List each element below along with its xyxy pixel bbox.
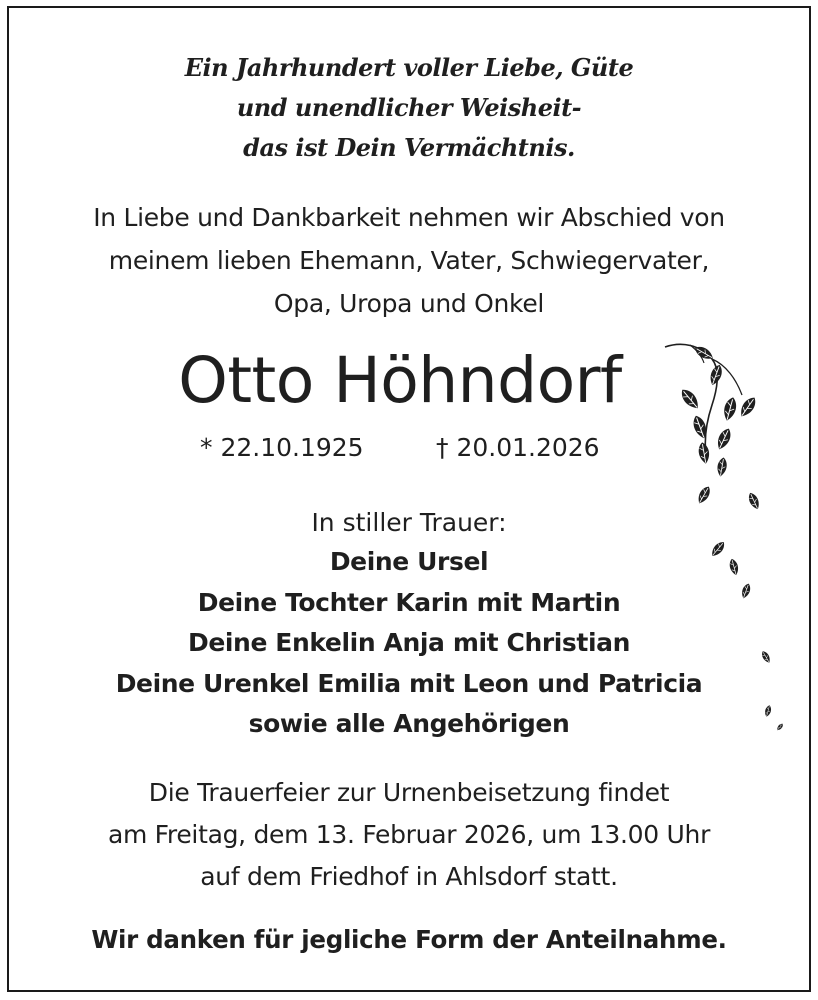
birth-date: * 22.10.1925 xyxy=(200,433,364,462)
mourner-line: Deine Ursel xyxy=(329,547,489,576)
service-details xyxy=(0,772,818,898)
motto xyxy=(0,48,818,168)
mourner-line: Deine Tochter Karin mit Martin xyxy=(197,587,621,617)
birch-branch-icon xyxy=(660,335,790,745)
service-line: auf dem Friedhof in Ahlsdorf statt. xyxy=(200,862,618,891)
farewell-intro xyxy=(0,196,818,325)
service-line: am Freitag, dem 13. Februar 2026, um 13.00 Uhr xyxy=(107,820,711,849)
thanks-line: Wir danken für jegliche Form der Anteilnahme. xyxy=(91,925,727,954)
motto-line: und unendlicher Weisheit- xyxy=(236,93,582,122)
mourner-line: Deine Enkelin Anja mit Christian xyxy=(187,628,631,657)
service-line: Die Trauerfeier zur Urnenbeisetzung findet xyxy=(148,778,670,807)
death-date: † 20.01.2026 xyxy=(436,433,600,462)
intro-line: Opa, Uropa und Onkel xyxy=(273,289,545,318)
mourning-intro: In stiller Trauer: xyxy=(311,508,507,537)
motto-line: Ein Jahrhundert voller Liebe, Güte xyxy=(184,53,634,82)
motto-line: das ist Dein Vermächtnis. xyxy=(243,133,575,162)
intro-line: In Liebe und Dankbarkeit nehmen wir Abschied von xyxy=(93,203,725,232)
mourner-line: Deine Urenkel Emilia mit Leon und Patricia xyxy=(115,668,703,698)
intro-line: meinem lieben Ehemann, Vater, Schwiegervater, xyxy=(108,246,710,275)
mourner-line: sowie alle Angehörigen xyxy=(248,709,570,738)
deceased-name: Otto Höhndorf xyxy=(178,344,622,417)
